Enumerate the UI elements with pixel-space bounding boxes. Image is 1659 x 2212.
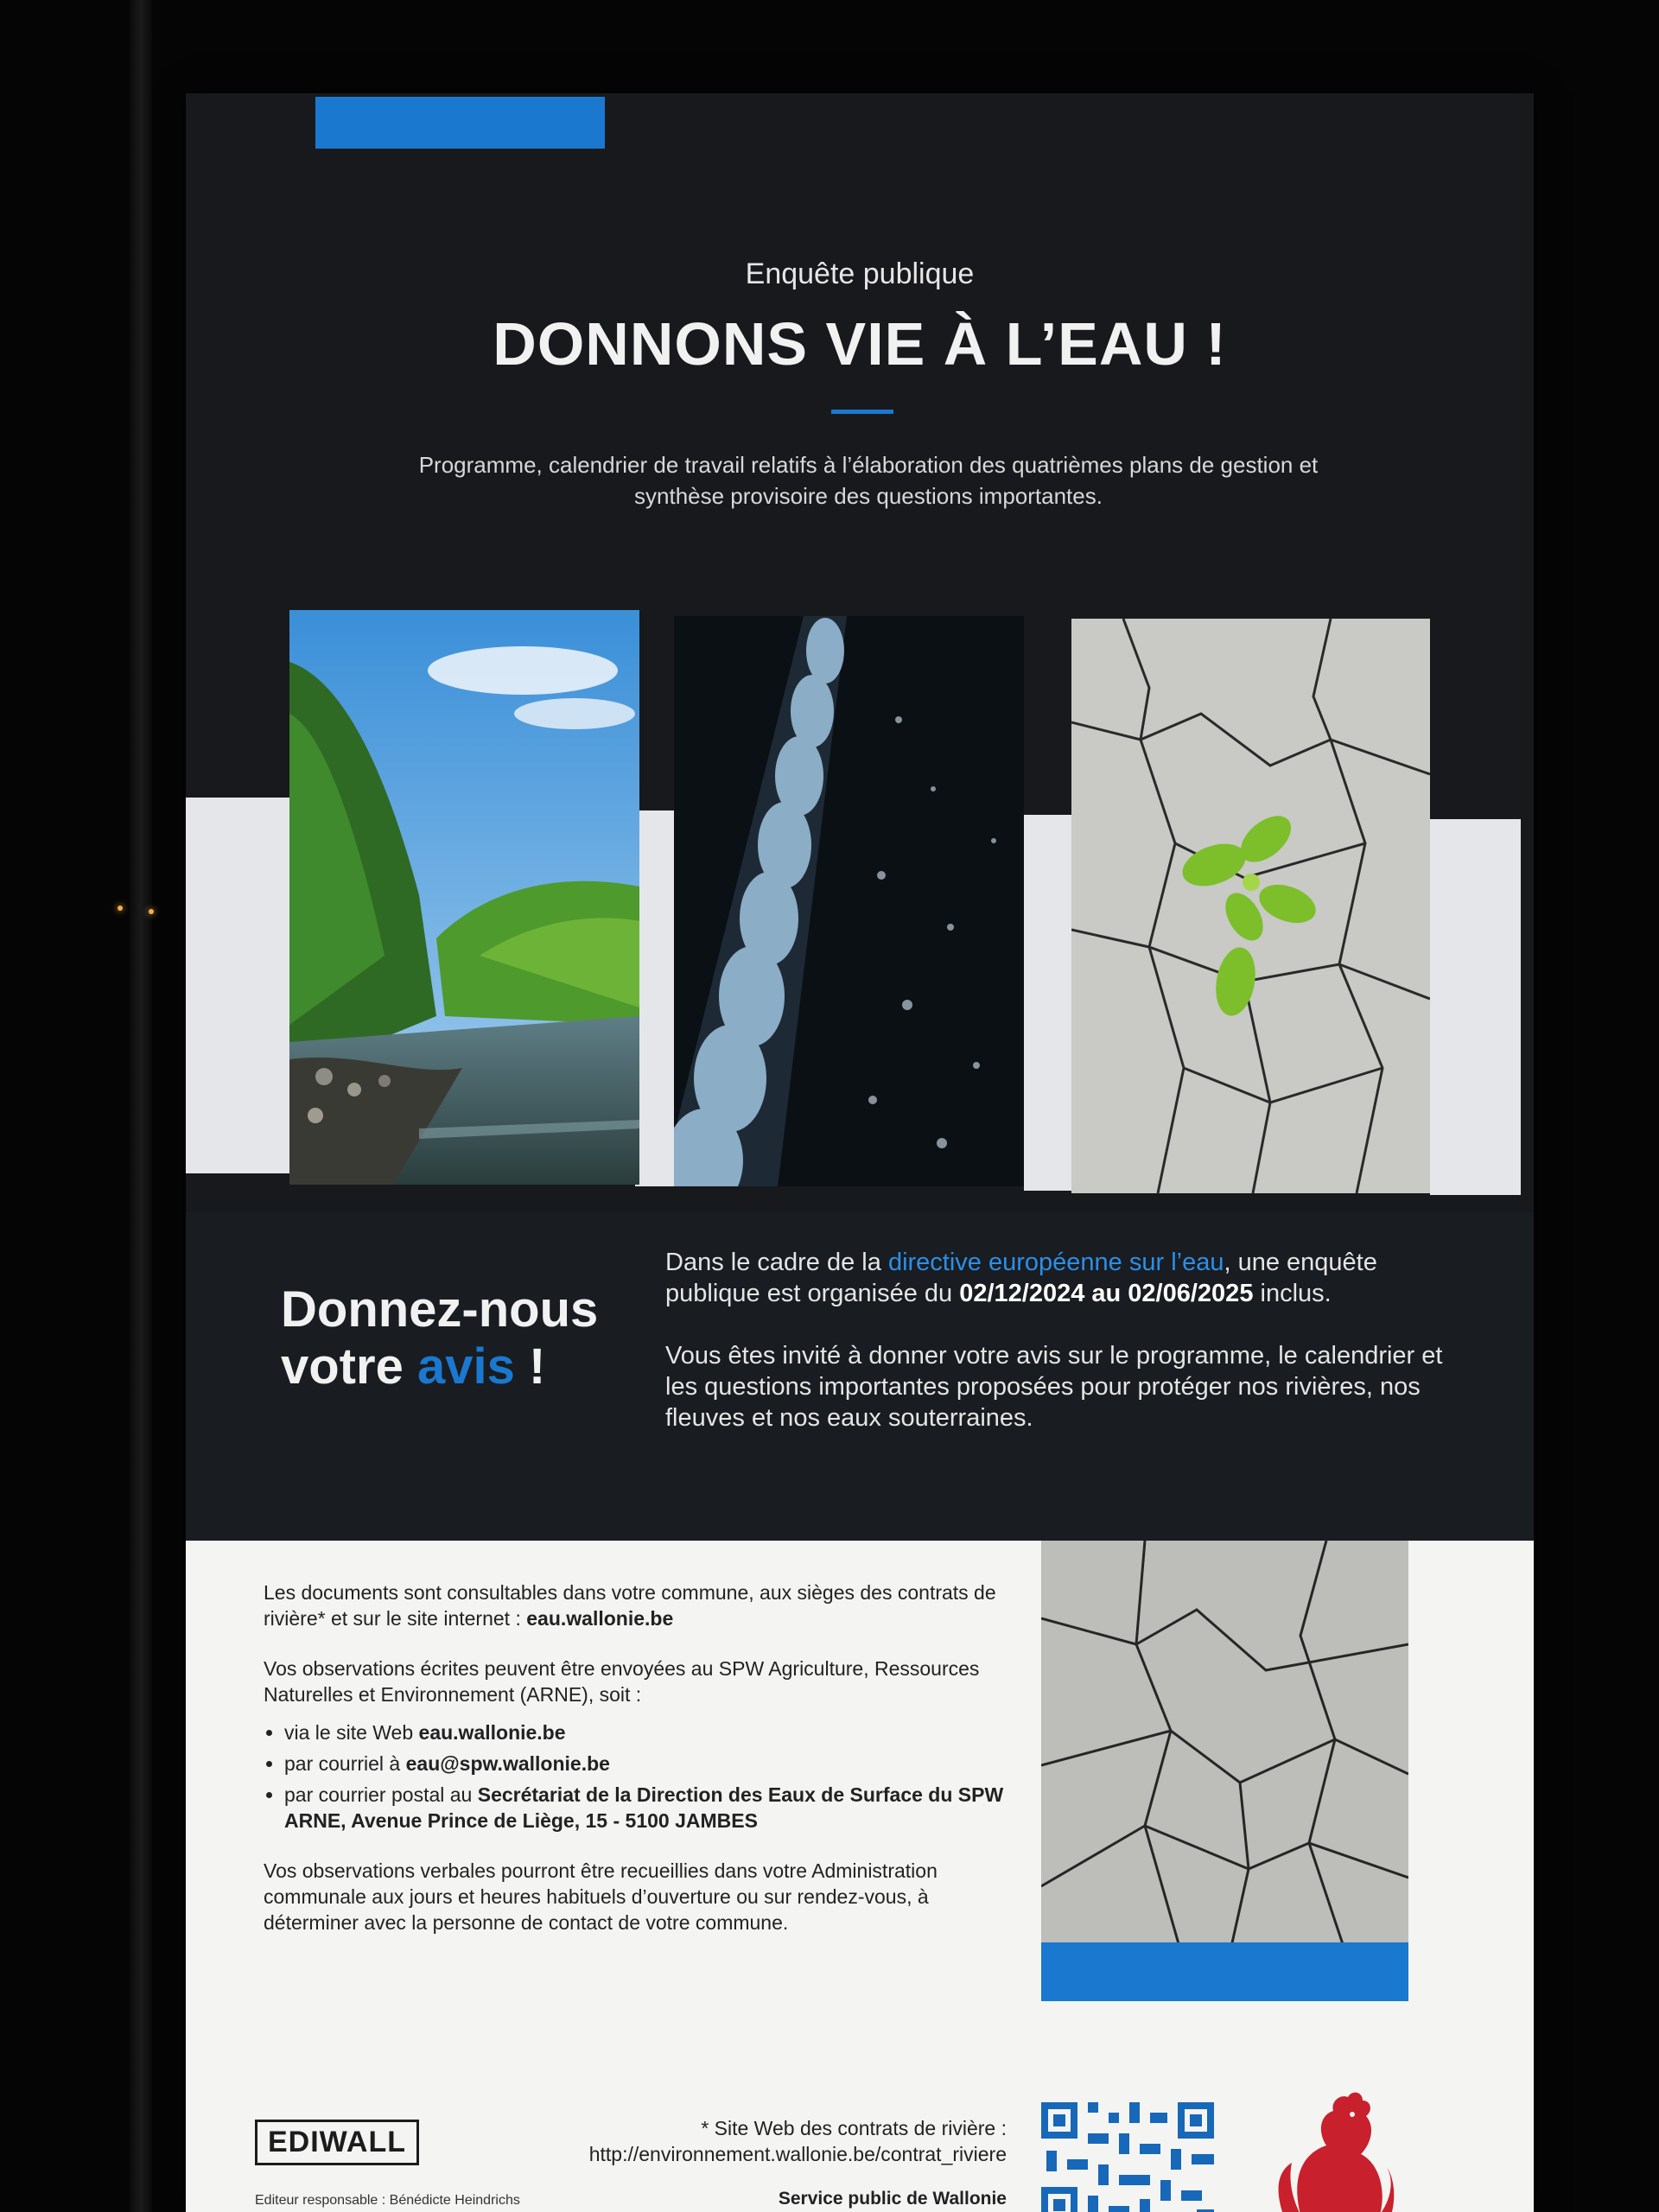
- footnote-label: * Site Web des contrats de rivière :: [701, 2117, 1007, 2139]
- title-divider: [831, 410, 893, 414]
- water-jets-photo: [674, 616, 1024, 1186]
- ediwall-logo: EDIWALL: [255, 2120, 419, 2165]
- info-p1-pre: Les documents sont consultables dans votre commune, aux sièges des contrats de rivière* et sur le site internet :: [264, 1581, 996, 1630]
- photo-tab: [1024, 815, 1076, 1191]
- avis-heading: [281, 1281, 644, 1395]
- river-contracts-footnote: [523, 2115, 1007, 2167]
- bullet1-pre: via le site Web: [284, 1721, 419, 1744]
- submission-methods-list: [264, 1719, 1007, 1834]
- directive-link: directive européenne sur l’eau: [887, 1249, 1224, 1276]
- qr-code-icon: [1041, 2102, 1214, 2212]
- list-item: [284, 1751, 1007, 1777]
- avis-p1-mid: , une enquête publique est organisée du: [665, 1249, 1377, 1307]
- poster-kicker: Enquête publique: [745, 257, 975, 290]
- info-paragraph-2: Vos observations écrites peuvent être envoyées au SPW Agriculture, Ressources Naturelles et Environnement (ARNE), soit :: [264, 1657, 980, 1706]
- bullet2-pre: par courriel à: [284, 1752, 406, 1775]
- info-paragraph-3: Vos observations verbales pourront être recueillies dans votre Administration communale aux jours et heures habituels d’ouverture ou sur rendez-vous, à déterminer avec la personne de contact de votre commune.: [264, 1859, 938, 1934]
- accent-bar: [315, 97, 605, 149]
- editor-credit: Editeur responsable : Bénédicte Heindrichs: [255, 2193, 520, 2208]
- email-address: eau@spw.wallonie.be: [405, 1752, 610, 1775]
- postal-address: Secrétariat de la Direction des Eaux de Surface du SPW ARNE, Avenue Prince de Liège, 15 - 5100 JAMBES: [284, 1783, 1004, 1832]
- bullet3-pre: par courrier postal au: [284, 1783, 478, 1806]
- list-item: [284, 1719, 1007, 1745]
- list-item: [284, 1782, 1007, 1834]
- survey-dates: 02/12/2024 au 02/06/2025: [959, 1280, 1254, 1307]
- info-paragraph-1: [264, 1580, 1007, 1631]
- footnote-url: http://environnement.wallonie.be/contrat_riviere: [588, 2143, 1007, 2165]
- poster-headline: DONNONS VIE À L’EAU !: [493, 310, 1227, 378]
- avis-p1-end: inclus.: [1253, 1280, 1332, 1307]
- photo-tab: [635, 810, 678, 1186]
- avis-heading-accent: avis: [416, 1338, 515, 1395]
- street-light: [149, 909, 154, 914]
- avis-paragraph-1: [665, 1247, 1443, 1309]
- poster: [186, 93, 1534, 2212]
- cracked-earth-photo: [1041, 1541, 1408, 1947]
- street-light: [118, 906, 123, 911]
- avis-paragraph-2: Vous êtes invité à donner votre avis sur le programme, le calendrier et les questions importantes proposées pour protéger nos rivières, nos fleuves et nos eaux souterraines.: [665, 1342, 1443, 1432]
- photo-tab: [1430, 819, 1521, 1195]
- wallonia-rooster-icon: [1266, 2085, 1395, 2212]
- avis-text: [665, 1247, 1443, 1465]
- avis-heading-line1: Donnez-nous: [281, 1281, 599, 1338]
- spw-name: Service public de Wallonie: [778, 2189, 1007, 2209]
- avis-p1-pre: Dans le cadre de la: [665, 1249, 888, 1276]
- avis-heading-line2: [281, 1338, 644, 1395]
- river-forest-photo: [289, 610, 639, 1185]
- accent-block: [1041, 1942, 1408, 2001]
- cracked-earth-plant-photo: [1071, 619, 1430, 1193]
- info-text: [264, 1580, 1007, 1960]
- web-site: eau.wallonie.be: [418, 1721, 566, 1744]
- photo-tab: [186, 798, 289, 1173]
- display-frame: [130, 0, 152, 2212]
- poster-intro: Programme, calendrier de travail relatifs à l’élaboration des quatrièmes plans de gestion et synthèse provisoire des questions importantes.: [418, 452, 1319, 509]
- avis-heading-end: !: [514, 1338, 546, 1395]
- avis-heading-pre: votre: [281, 1338, 417, 1395]
- documents-site: eau.wallonie.be: [526, 1607, 674, 1630]
